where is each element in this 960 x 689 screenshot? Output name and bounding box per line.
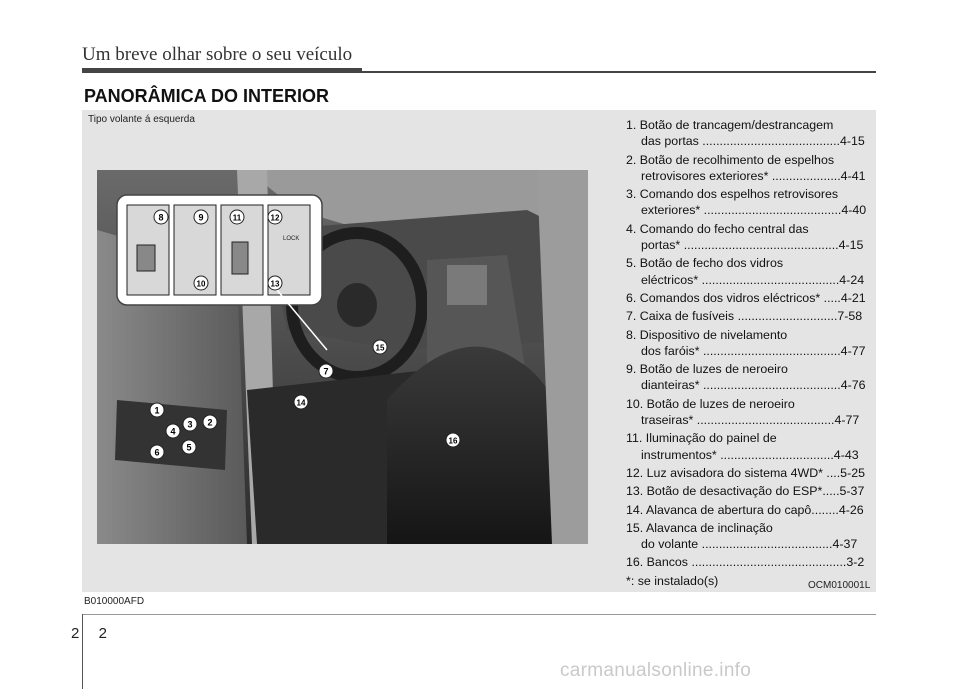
callout-15 — [373, 340, 387, 354]
header-rule-accent — [82, 68, 362, 73]
legend-item-continuation: dianteiras* ........................................4-76 — [641, 378, 866, 393]
legend-item-label: 2. Botão de recolhimento de espelhos — [626, 152, 835, 167]
legend-item — [626, 327, 866, 360]
svg-text:14: 14 — [296, 398, 306, 408]
lock-label: LOCK — [283, 236, 300, 242]
legend-note: *: se instalado(s) — [626, 573, 719, 588]
legend-item — [626, 152, 866, 185]
legend-item — [626, 430, 859, 463]
svg-text:5: 5 — [186, 442, 192, 453]
legend-item — [626, 290, 866, 306]
legend-item-continuation: traseiras* ........................................4-77 — [641, 413, 860, 428]
legend-item — [626, 221, 864, 254]
interior-photo — [97, 170, 588, 544]
svg-text:13: 13 — [270, 279, 280, 289]
legend-item-continuation: retrovisores exteriores* ....................4-41 — [641, 168, 866, 183]
callout-16 — [446, 433, 460, 447]
legend-item — [626, 502, 864, 518]
legend-item-label: 6. Comandos dos vidros eléctricos* .....4-21 — [626, 290, 866, 305]
callout-10 — [194, 276, 208, 290]
chapter-title: Um breve olhar sobre o seu veículo — [82, 44, 353, 65]
svg-text:8: 8 — [158, 212, 164, 223]
legend-item-continuation: do volante ......................................4-37 — [641, 537, 858, 552]
legend-item-label: 7. Caixa de fusíveis .............................7-58 — [626, 309, 863, 324]
callout-2 — [203, 415, 217, 429]
svg-text:3: 3 — [187, 419, 193, 430]
svg-text:11: 11 — [232, 213, 242, 223]
page-chapter: 2 — [71, 625, 80, 642]
legend-item-label: 11. Iluminação do painel de — [626, 431, 777, 446]
footer-rule — [82, 614, 876, 615]
legend-item-label: 3. Comando dos espelhos retrovisores — [626, 187, 839, 202]
legend-item-continuation: exteriores* ........................................4-40 — [641, 203, 867, 218]
svg-text:7: 7 — [323, 366, 329, 377]
section-title: PANORÂMICA DO INTERIOR — [84, 86, 329, 106]
svg-text:2: 2 — [207, 417, 213, 428]
legend-item — [626, 520, 856, 553]
legend-item — [626, 396, 860, 429]
svg-text:4: 4 — [170, 426, 176, 437]
legend-item-label: 10. Botão de luzes de neroeiro — [626, 396, 795, 411]
legend-item-label: 4. Comando do fecho central das — [626, 221, 809, 236]
svg-text:1: 1 — [154, 405, 160, 416]
watermark: carmanualsonline.info — [560, 660, 752, 681]
svg-text:12: 12 — [270, 213, 280, 223]
callout-11 — [230, 210, 244, 224]
component-legend — [626, 117, 867, 589]
callout-12 — [268, 210, 282, 224]
callout-14 — [294, 395, 308, 409]
legend-item-label: 14. Alavanca de abertura do capô........4-26 — [626, 502, 864, 517]
svg-text:6: 6 — [154, 447, 160, 458]
callout-9 — [194, 210, 208, 224]
legend-item — [626, 117, 865, 150]
interior-illustration — [97, 170, 588, 544]
legend-item-continuation: instrumentos* .................................4-43 — [641, 447, 859, 462]
callout-7 — [319, 364, 333, 378]
legend-item — [626, 186, 867, 219]
svg-text:16: 16 — [448, 436, 458, 446]
legend-item-label: 5. Botão de fecho dos vidros — [626, 256, 784, 271]
legend-item-label: 1. Botão de trancagem/destrancagem — [626, 118, 834, 132]
legend-item-continuation: dos faróis* ........................................4-77 — [641, 343, 866, 358]
legend-item-label: 16. Bancos .............................................3-2 — [626, 555, 865, 570]
page-index: 2 — [98, 625, 107, 642]
callout-13 — [268, 276, 282, 290]
legend-item — [626, 554, 865, 570]
legend-item — [626, 308, 863, 324]
svg-text:10: 10 — [196, 279, 206, 289]
legend-item-continuation: eléctricos* ........................................4-24 — [641, 272, 865, 287]
svg-text:9: 9 — [198, 212, 204, 223]
legend-item-label: 9. Botão de luzes de neroeiro — [626, 362, 788, 377]
legend-item-label: 12. Luz avisadora do sistema 4WD* ....5-25 — [626, 465, 865, 480]
legend-item — [626, 465, 865, 481]
svg-text:15: 15 — [375, 343, 385, 353]
legend-item — [626, 483, 865, 499]
legend-item-label: 15. Alavanca de inclinação — [626, 520, 773, 535]
page-number — [71, 625, 107, 642]
legend-item-continuation: das portas ........................................4-15 — [641, 134, 865, 149]
callout-4 — [166, 424, 180, 438]
callout-1 — [150, 403, 164, 417]
legend-item-continuation: portas* .............................................4-15 — [641, 238, 864, 253]
variant-label: Tipo volante á esquerda — [88, 114, 195, 125]
legend-item — [626, 361, 866, 394]
legend-item-label: 8. Dispositivo de nivelamento — [626, 327, 788, 342]
callout-5 — [182, 440, 196, 454]
callout-3 — [183, 417, 197, 431]
callout-8 — [154, 210, 168, 224]
callout-6 — [150, 445, 164, 459]
legend-item-label: 13. Botão de desactivação do ESP*.....5-37 — [626, 484, 865, 499]
legend-item — [626, 255, 865, 288]
document-code: B010000AFD — [84, 596, 145, 607]
image-code: OCM010001L — [808, 580, 871, 591]
